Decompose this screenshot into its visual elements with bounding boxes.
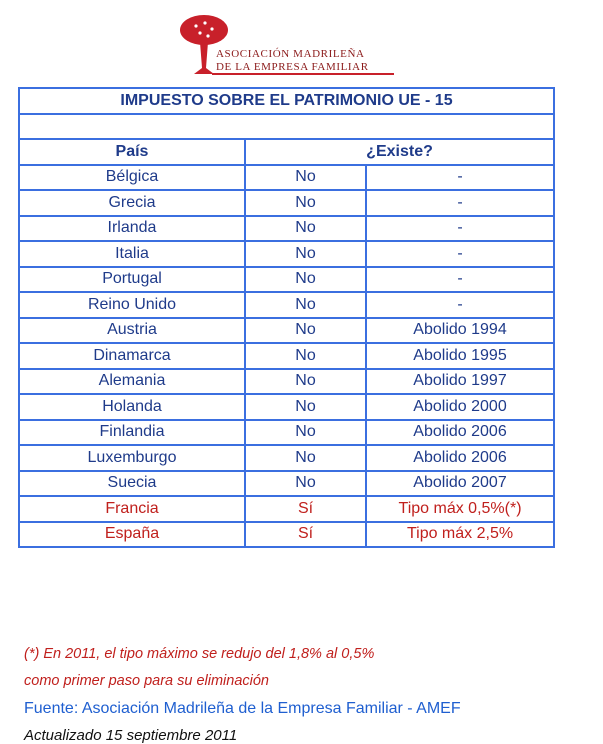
country-cell: Austria <box>19 318 245 344</box>
country-cell: Alemania <box>19 369 245 395</box>
country-cell: España <box>19 522 245 548</box>
table-row <box>19 369 554 395</box>
exists-cell: No <box>245 216 366 242</box>
detail-cell: Abolido 2007 <box>366 471 554 497</box>
country-cell: Finlandia <box>19 420 245 446</box>
logo-line-2: DE LA EMPRESA FAMILIAR <box>216 61 369 73</box>
exists-cell: No <box>245 445 366 471</box>
detail-cell: Abolido 1995 <box>366 343 554 369</box>
country-cell: Bélgica <box>19 165 245 191</box>
table-row <box>19 216 554 242</box>
exists-cell: No <box>245 267 366 293</box>
detail-cell: Abolido 2006 <box>366 445 554 471</box>
updated-text: Actualizado 15 septiembre 2011 <box>24 727 238 744</box>
country-cell: Suecia <box>19 471 245 497</box>
table-row <box>19 318 554 344</box>
country-cell: Luxemburgo <box>19 445 245 471</box>
exists-cell: No <box>245 369 366 395</box>
table-row <box>19 522 554 548</box>
country-cell: Portugal <box>19 267 245 293</box>
table-row <box>19 420 554 446</box>
table-row <box>19 471 554 497</box>
table-row <box>19 241 554 267</box>
table-row <box>19 445 554 471</box>
exists-cell: No <box>245 394 366 420</box>
footnote-line-2: como primer paso para su eliminación <box>24 673 269 689</box>
detail-cell: - <box>366 216 554 242</box>
table-row <box>19 292 554 318</box>
table-row <box>19 394 554 420</box>
wealth-tax-table <box>18 87 555 548</box>
exists-cell: No <box>245 318 366 344</box>
amef-logo <box>178 12 408 80</box>
table-spacer-cell <box>19 114 554 140</box>
exists-cell: No <box>245 420 366 446</box>
detail-cell: - <box>366 241 554 267</box>
detail-cell: - <box>366 267 554 293</box>
exists-cell: No <box>245 165 366 191</box>
country-cell: Reino Unido <box>19 292 245 318</box>
country-cell: Holanda <box>19 394 245 420</box>
detail-cell: - <box>366 190 554 216</box>
exists-cell: No <box>245 241 366 267</box>
logo-text <box>216 48 369 74</box>
detail-cell: Tipo máx 2,5% <box>366 522 554 548</box>
header-exists: ¿Existe? <box>245 139 554 165</box>
exists-cell: No <box>245 190 366 216</box>
detail-cell: - <box>366 165 554 191</box>
country-cell: Italia <box>19 241 245 267</box>
exists-cell: Sí <box>245 522 366 548</box>
detail-cell: - <box>366 292 554 318</box>
exists-cell: Sí <box>245 496 366 522</box>
footnote-line-1: (*) En 2011, el tipo máximo se redujo del 1,8% al 0,5% <box>24 646 375 662</box>
table-title: IMPUESTO SOBRE EL PATRIMONIO UE - 15 <box>19 88 554 114</box>
table-row <box>19 496 554 522</box>
detail-cell: Tipo máx 0,5%(*) <box>366 496 554 522</box>
table-row <box>19 165 554 191</box>
table-row <box>19 190 554 216</box>
header-country: País <box>19 139 245 165</box>
table-row <box>19 267 554 293</box>
detail-cell: Abolido 1994 <box>366 318 554 344</box>
exists-cell: No <box>245 471 366 497</box>
detail-cell: Abolido 2006 <box>366 420 554 446</box>
country-cell: Grecia <box>19 190 245 216</box>
logo-line-1: ASOCIACIÓN MADRILEÑA <box>216 48 365 60</box>
table-spacer-row <box>19 114 554 140</box>
detail-cell: Abolido 1997 <box>366 369 554 395</box>
detail-cell: Abolido 2000 <box>366 394 554 420</box>
country-cell: Francia <box>19 496 245 522</box>
country-cell: Irlanda <box>19 216 245 242</box>
exists-cell: No <box>245 343 366 369</box>
exists-cell: No <box>245 292 366 318</box>
table-title-row <box>19 88 554 114</box>
country-cell: Dinamarca <box>19 343 245 369</box>
table-row <box>19 343 554 369</box>
source-text: Fuente: Asociación Madrileña de la Empresa Familiar - AMEF <box>24 700 461 717</box>
table-header-row <box>19 139 554 165</box>
